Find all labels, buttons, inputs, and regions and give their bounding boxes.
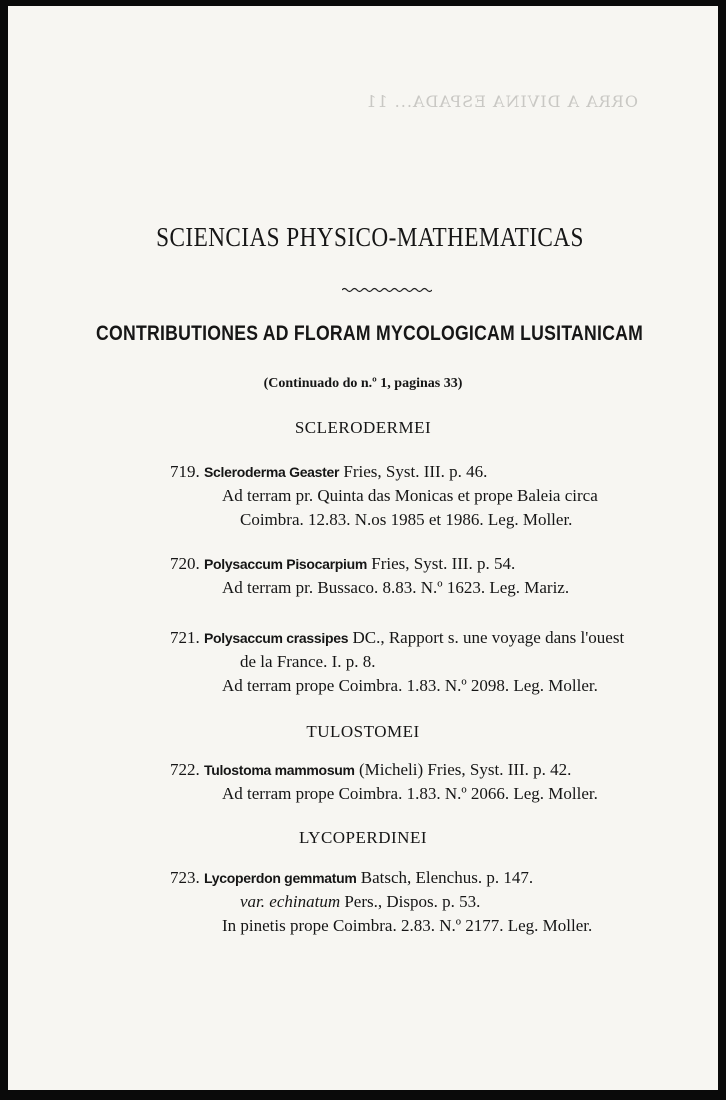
group-heading-sclerodermei: SCLERODERMEI [294, 418, 432, 437]
entry-headline [170, 760, 571, 780]
locality-line: Coimbra. 12.83. N.os 1985 et 1986. Leg. Moller. [240, 510, 573, 529]
locality-line: In pinetis prope Coimbra. 2.83. N.º 2177. Leg. Moller. [222, 916, 593, 935]
article-title: CONTRIBUTIONES AD FLORAM MYCOLOGICAM LUSITANICAM [95, 322, 644, 345]
citation-continued: de la France. I. p. 8. [240, 652, 376, 671]
taxon-name: Scleroderma Geaster [204, 464, 340, 480]
locality-line: Ad terram pr. Quinta das Monicas et prope Baleia circa [222, 486, 598, 505]
entry-headline [170, 462, 487, 482]
entry-number: 723. [170, 868, 200, 887]
citation: Fries, Syst. III. p. 54. [371, 554, 516, 573]
taxon-name: Tulostoma mammosum [204, 762, 355, 778]
entry-number: 722. [170, 760, 200, 779]
entry-number: 721. [170, 628, 200, 647]
variety-citation: Pers., Dispos. p. 53. [344, 892, 481, 911]
bleed-through-text: ORRA A DIVINA ESPADA... 11 [365, 92, 638, 111]
citation: Fries, Syst. III. p. 46. [343, 462, 488, 481]
citation: DC., Rapport s. une voyage dans l'ouest [352, 628, 625, 647]
citation: Batsch, Elenchus. p. 147. [360, 868, 534, 887]
locality-line: Ad terram prope Coimbra. 1.83. N.º 2066. Leg. Moller. [222, 784, 598, 803]
variety-line [240, 892, 480, 912]
locality-line: Ad terram pr. Bussaco. 8.83. N.º 1623. Leg. Mariz. [222, 578, 570, 597]
group-heading-lycoperdinei: LYCOPERDINEI [298, 828, 427, 847]
entry-number: 719. [170, 462, 200, 481]
taxon-name: Lycoperdon gemmatum [204, 870, 357, 886]
entry-headline [170, 628, 624, 648]
entry-headline [170, 868, 533, 888]
section-title: SCIENCIAS PHYSICO-MATHEMATICAS [156, 222, 584, 252]
continuation-note: (Continuado do n.º 1, paginas 33) [263, 376, 463, 391]
entry-number: 720. [170, 554, 200, 573]
group-heading-tulostomei: TULOSTOMEI [306, 722, 420, 741]
entry-headline [170, 554, 515, 574]
decorative-wavy-rule [342, 287, 432, 293]
variety-name: var. echinatum [240, 892, 341, 911]
document-page [8, 6, 718, 1090]
citation: (Micheli) Fries, Syst. III. p. 42. [358, 760, 572, 779]
locality-line: Ad terram prope Coimbra. 1.83. N.º 2098. Leg. Moller. [222, 676, 598, 695]
taxon-name: Polysaccum Pisocarpium [204, 556, 368, 572]
taxon-name: Polysaccum crassipes [204, 630, 349, 646]
